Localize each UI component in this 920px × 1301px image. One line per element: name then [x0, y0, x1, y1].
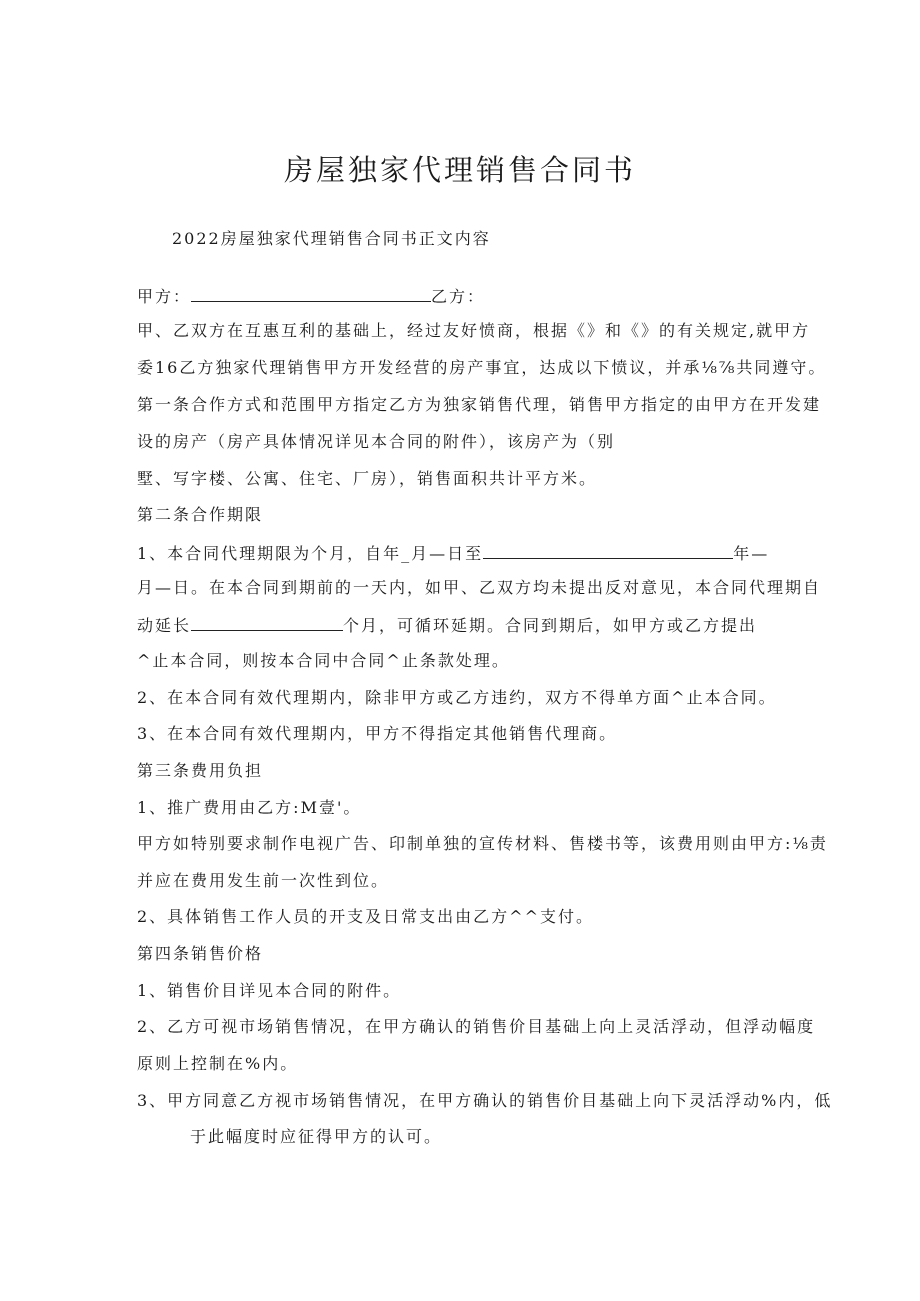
term-end-blank: [483, 542, 733, 559]
body-line: 月—日。在本合同到期前的一天内，如甲、乙双方均未提出反对意见，本合同代理期自: [137, 578, 822, 597]
body-line: 委16乙方独家代理销售甲方开发经营的房产事宜，达成以下愤议，并承⅛⅞共同遵守。: [137, 358, 827, 377]
page-title: 房屋独家代理销售合同书: [283, 153, 636, 187]
body-line: 甲方如特别要求制作电视广告、印制单独的宣传材料、售楼书等，该费用则由甲方:⅛责: [137, 834, 828, 853]
body-line: 1、销售价目详见本合同的附件。: [137, 981, 402, 1000]
term-line: [137, 542, 769, 564]
body-line: 墅、写字楼、公寓、住宅、厂房），销售面积共计平方米。: [137, 469, 598, 488]
body-line: 并应在费用发生前一次性到位。: [137, 871, 390, 890]
party-line: [137, 285, 485, 307]
extend-blank: [191, 614, 343, 631]
body-line: 甲、乙双方在互惠互利的基础上，经过友好愤商，根据《》和《》的有关规定,就甲方: [137, 321, 811, 340]
party-a-blank: [191, 285, 431, 302]
term-line-suffix: 年—: [733, 544, 770, 563]
body-line: 设的房产（房产具体情况详见本合同的附件），该房产为（别: [137, 432, 616, 451]
body-line: 2、乙方可视市场销售情况，在甲方确认的销售价目基础上向上灵活浮动，但浮动幅度: [137, 1017, 816, 1036]
body-line: ^止本合同，则按本合同中合同^止条款处理。: [137, 651, 510, 670]
party-b-label: 乙方：: [431, 287, 486, 306]
body-line: 2、在本合同有效代理期内，除非甲方或乙方违约，双方不得单方面^止本合同。: [137, 688, 777, 707]
body-line: 2、具体销售工作人员的开支及日常支出由乙方^^支付。: [137, 907, 594, 926]
body-line: 原则上控制在%内。: [137, 1054, 299, 1073]
body-line: 第一条合作方式和范围甲方指定乙方为独家销售代理，销售甲方指定的由甲方在开发建: [137, 395, 822, 414]
body-line: 3、甲方同意乙方视市场销售情况，在甲方确认的销售价目基础上向下灵活浮动%内，低: [137, 1091, 833, 1110]
extend-line: [137, 614, 757, 636]
term-line-prefix: 1、本合同代理期限为个月，自年_月—日至: [137, 544, 484, 563]
section-heading: 第二条合作期限: [137, 505, 264, 524]
extend-suffix: 个月，可循环延期。合同到期后，如甲方或乙方提出: [343, 616, 758, 635]
section-heading: 第四条销售价格: [137, 944, 264, 963]
subtitle: 2022房屋独家代理销售合同书正文内容: [172, 229, 491, 248]
party-a-label: 甲方：: [137, 287, 192, 306]
body-line: 3、在本合同有效代理期内，甲方不得指定其他销售代理商。: [137, 724, 618, 743]
section-heading: 第三条费用负担: [137, 761, 264, 780]
body-line: 于此幅度时应征得甲方的认可。: [190, 1127, 443, 1146]
body-line: 1、推广费用由乙方:M壹'。: [137, 798, 362, 817]
extend-prefix: 动延长: [137, 616, 192, 635]
